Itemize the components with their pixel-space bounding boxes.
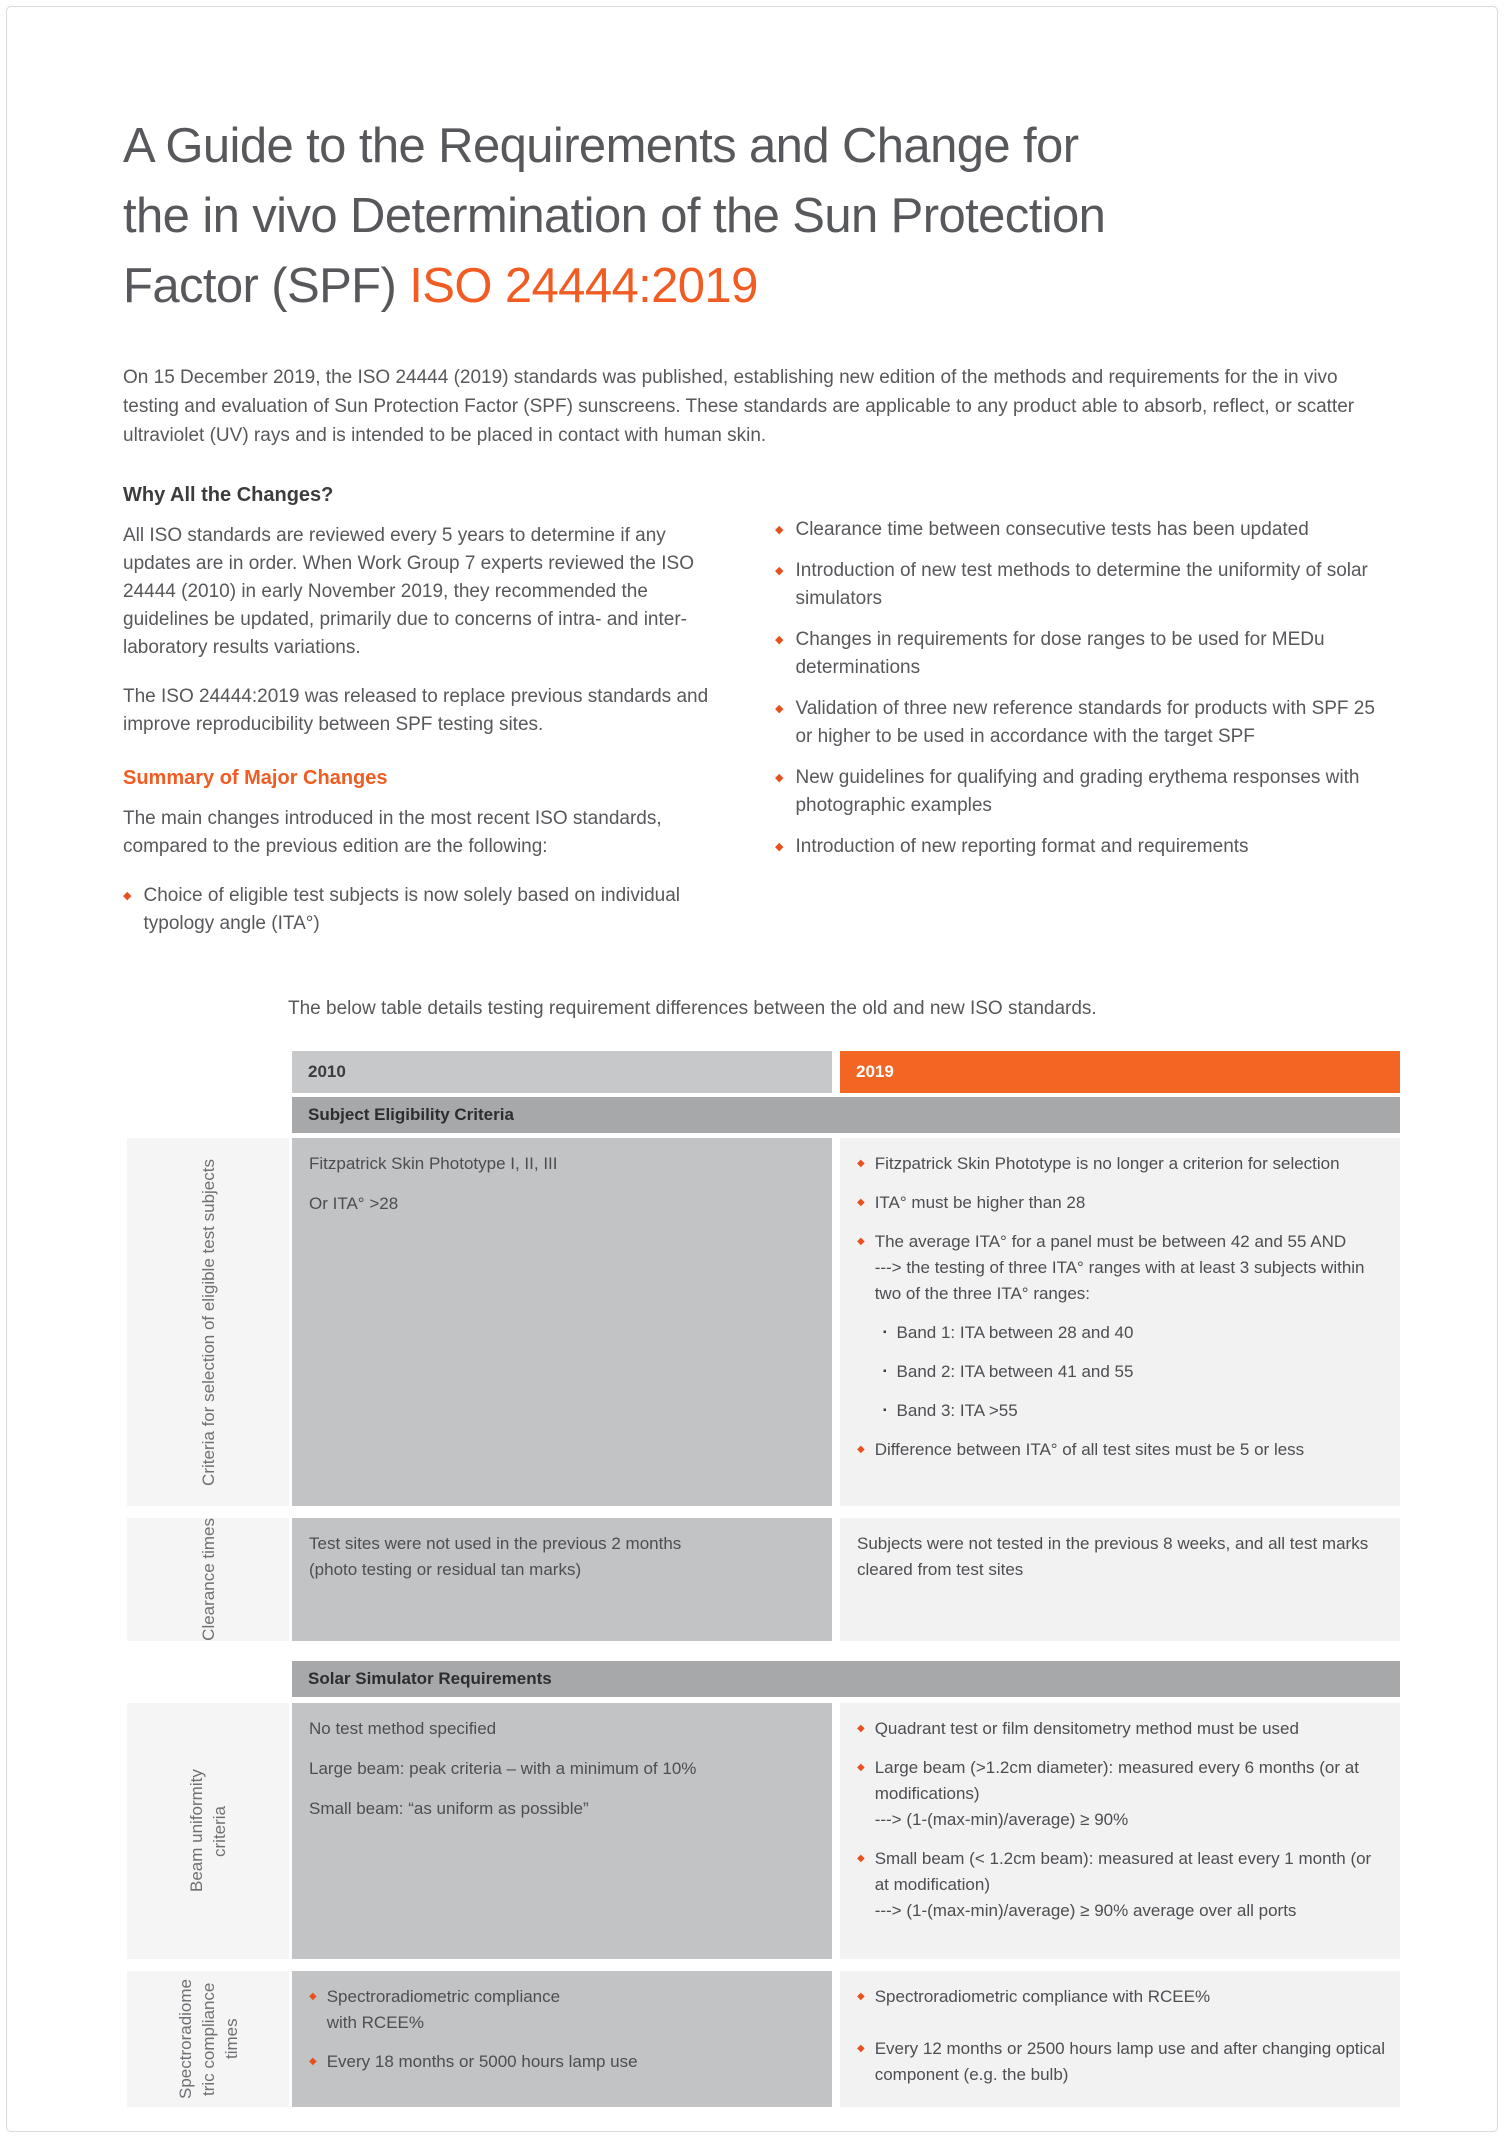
table-sub-bullet: ▪ Band 1: ITA between 28 and 40: [883, 1320, 1386, 1346]
comparison-table: [127, 1051, 1397, 2107]
table-bullet: ◆ ITA° must be higher than 28: [857, 1190, 1386, 1216]
change-bullet: ◆ New guidelines for qualifying and grading erythema responses with photographic examples: [775, 764, 1397, 820]
diamond-bullet-icon: [775, 516, 783, 544]
two-column-section: [123, 484, 1397, 951]
change-bullet: ◆ Validation of three new reference standards for products with SPF 25 or higher to be used in accordance with the target SPF: [775, 695, 1397, 751]
row-label-cell: [127, 1138, 289, 1506]
row-label-spectro: Spectroradiometric compliance times: [175, 1978, 241, 2099]
diamond-bullet-icon: [857, 1755, 865, 1833]
diamond-bullet-icon: [309, 1984, 317, 2036]
table-row-spectroradiometric: [127, 1971, 1397, 2107]
diamond-bullet-icon: [857, 1846, 865, 1924]
diamond-bullet-icon: [775, 626, 783, 682]
table-row-criteria: [127, 1138, 1397, 1506]
beam-2019-cell: [840, 1703, 1400, 1959]
beam-2010-cell: No test method specified Large beam: peak criteria – with a minimum of 10% Small beam: “as uniform as possible”: [292, 1703, 832, 1959]
row-label-clearance: Clearance times: [198, 1518, 218, 1641]
diamond-bullet-icon: [775, 764, 783, 820]
intro-paragraph: On 15 December 2019, the ISO 24444 (2019) standards was published, establishing new edition of the methods and requirements for the in vivo testing and evaluation of Sun Protection Factor (SPF) sunscreens. These standards are applicable to any product able to absorb, reflect, or scatter ultraviolet (UV) rays and is intended to be placed in contact with human skin.: [123, 367, 1355, 446]
why-paragraph-2: The ISO 24444:2019 was released to replace previous standards and improve reproducibility between SPF testing sites.: [123, 686, 709, 735]
title-line-2: the in vivo Determination of the Sun Protection: [123, 189, 1106, 243]
change-bullet: ◆ Changes in requirements for dose ranges to be used for MEDu determinations: [775, 626, 1397, 682]
section-banner-row: [127, 1097, 1397, 1133]
table-row-clearance: [127, 1518, 1397, 1641]
square-bullet-icon: [883, 1398, 887, 1424]
document-page: [6, 6, 1498, 2132]
table-bullet: ◆ Every 12 months or 2500 hours lamp use and after changing optical component (e.g. the bulb): [857, 2036, 1386, 2088]
clearance-2019-cell: Subjects were not tested in the previous 8 weeks, and all test marks cleared from test sites: [840, 1518, 1400, 1641]
table-bullet: ◆ Fitzpatrick Skin Phototype is no longer a criterion for selection: [857, 1151, 1386, 1177]
table-bullet: ◆ Quadrant test or film densitometry method must be used: [857, 1716, 1386, 1742]
change-bullet: ◆ Clearance time between consecutive tests has been updated: [775, 516, 1397, 544]
spectro-2010-cell: [292, 1971, 832, 2107]
row-label-beam: Beam uniformity criteria: [187, 1769, 229, 1893]
table-bullet: ◆ Small beam (< 1.2cm beam): measured at least every 1 month (or at modification) ---> (1-(max-min)/average) ≥ 90% average over all ports: [857, 1846, 1386, 1924]
page-title: [123, 111, 1397, 321]
diamond-bullet-icon: [775, 833, 783, 861]
section-banner-row: [127, 1661, 1397, 1697]
square-bullet-icon: [883, 1359, 887, 1385]
row-label-cell: [127, 1703, 289, 1959]
summary-heading: Summary of Major Changes: [123, 767, 388, 789]
title-line-3-text: Factor (SPF): [123, 259, 410, 313]
table-bullet: ◆ Large beam (>1.2cm diameter): measured every 6 months (or at modifications) ---> (1-(max-min)/average) ≥ 90%: [857, 1755, 1386, 1833]
header-spacer: [127, 1051, 292, 1093]
table-bullet: ◆ Difference between ITA° of all test sites must be 5 or less: [857, 1437, 1386, 1463]
table-header-row: [127, 1051, 1397, 1093]
table-row-beam-uniformity: [127, 1703, 1397, 1959]
change-bullet: ◆ Introduction of new reporting format and requirements: [775, 833, 1397, 861]
diamond-bullet-icon: [857, 1190, 865, 1216]
summary-bullet: ◆ Choice of eligible test subjects is now solely based on individual typology angle (ITA°): [123, 882, 711, 938]
clearance-2010-cell: Test sites were not used in the previous 2 months (photo testing or residual tan marks): [292, 1518, 832, 1641]
square-bullet-icon: [883, 1320, 887, 1346]
summary-paragraph: The main changes introduced in the most recent ISO standards, compared to the previous edition are the following:: [123, 808, 662, 857]
row-label-criteria: Criteria for selection of eligible test subjects: [198, 1158, 218, 1486]
diamond-bullet-icon: [775, 557, 783, 613]
diamond-bullet-icon: [857, 1229, 865, 1307]
title-line-1: A Guide to the Requirements and Change for: [123, 119, 1079, 173]
table-bullet: ◆ Every 18 months or 5000 hours lamp use: [309, 2049, 818, 2075]
why-paragraph-1: All ISO standards are reviewed every 5 years to determine if any updates are in order. When Work Group 7 experts reviewed the ISO 24444 (2010) in early November 2019, they recommended the guidelines be updated, primarily due to concerns of intra- and inter-laboratory results variations.: [123, 525, 694, 658]
right-column: [775, 484, 1397, 951]
page-content: [7, 7, 1497, 2107]
row-label-cell: [127, 1971, 289, 2107]
column-header-2010: 2010: [292, 1051, 832, 1093]
diamond-bullet-icon: [775, 695, 783, 751]
table-sub-bullet: ▪ Band 3: ITA >55: [883, 1398, 1386, 1424]
why-heading: Why All the Changes?: [123, 484, 334, 506]
column-header-2019: 2019: [840, 1051, 1400, 1093]
diamond-bullet-icon: [857, 1151, 865, 1177]
table-sub-bullet: ▪ Band 2: ITA between 41 and 55: [883, 1359, 1386, 1385]
criteria-2010-cell: Fitzpatrick Skin Phototype I, II, III Or ITA° >28: [292, 1138, 832, 1506]
table-bullet: ◆ The average ITA° for a panel must be between 42 and 55 AND ---> the testing of three ITA° ranges with at least 3 subjects within two of the three ITA° ranges:: [857, 1229, 1386, 1307]
table-intro: The below table details testing requirement differences between the old and new ISO standards.: [288, 998, 1097, 1019]
section-banner-solar-simulator: Solar Simulator Requirements: [292, 1661, 1400, 1697]
table-bullet: ◆ Spectroradiometric compliance with RCEE%: [857, 1984, 1386, 2010]
title-iso-highlight: ISO 24444:2019: [409, 259, 758, 313]
row-label-cell: [127, 1518, 289, 1641]
diamond-bullet-icon: [857, 2036, 865, 2088]
table-bullet: ◆ Spectroradiometric compliance with RCEE%: [309, 1984, 818, 2036]
diamond-bullet-icon: [309, 2049, 317, 2075]
diamond-bullet-icon: [857, 1984, 865, 2010]
left-column: [123, 484, 711, 951]
title-line-3: [123, 251, 1397, 321]
diamond-bullet-icon: [857, 1437, 865, 1463]
change-bullet: ◆ Introduction of new test methods to determine the uniformity of solar simulators: [775, 557, 1397, 613]
diamond-bullet-icon: [123, 882, 131, 938]
criteria-2019-cell: [840, 1138, 1400, 1506]
spectro-2019-cell: [840, 1971, 1400, 2107]
section-banner-subject-eligibility: Subject Eligibility Criteria: [292, 1097, 1400, 1133]
diamond-bullet-icon: [857, 1716, 865, 1742]
